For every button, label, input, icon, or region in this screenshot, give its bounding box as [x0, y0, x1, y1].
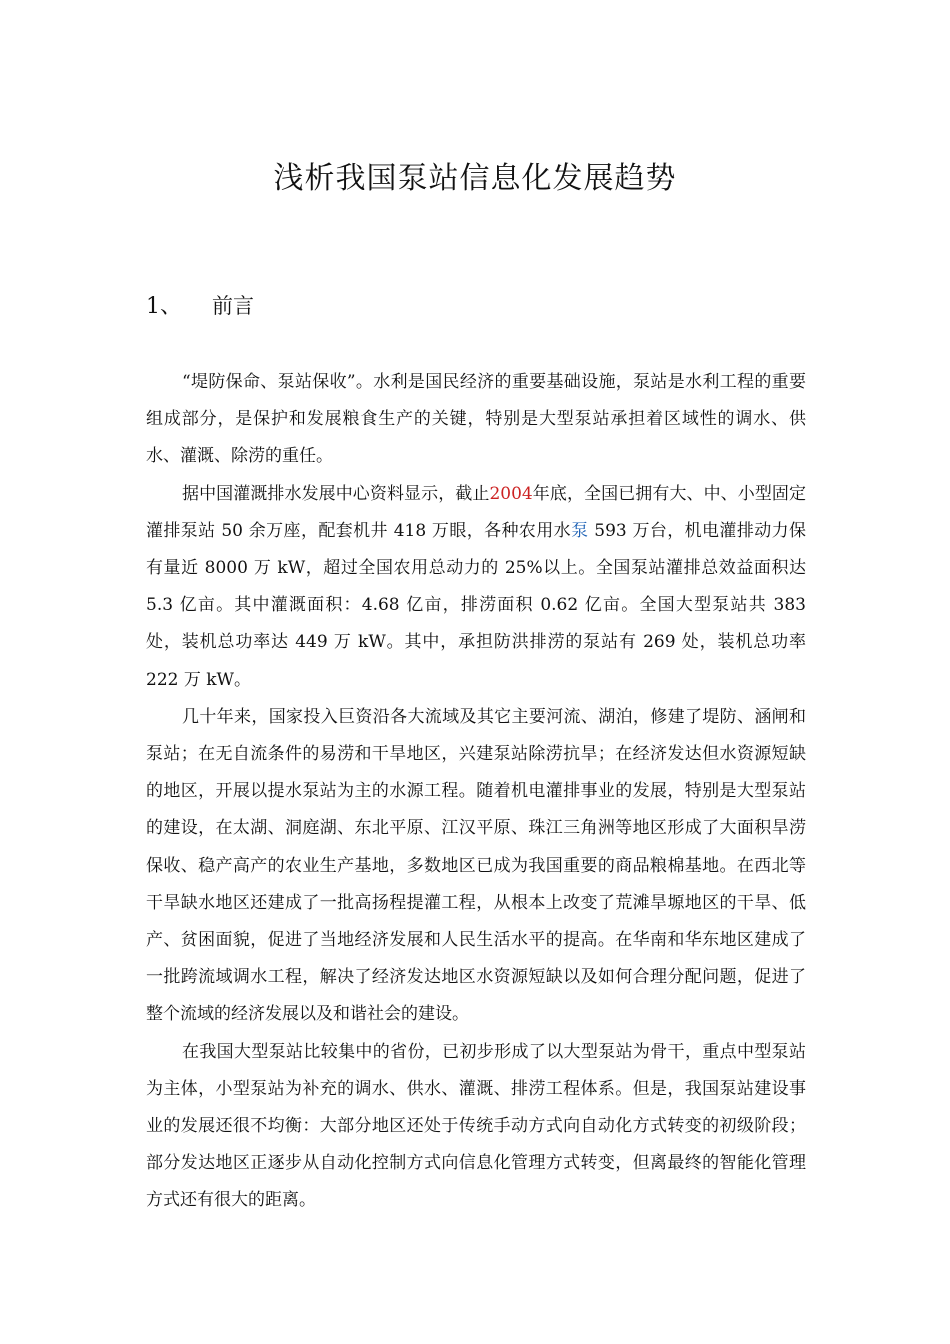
paragraph-2-text-b: 年底，全国已拥有大、中、小型固定灌排泵站 50 余万座，配套机井 418 万眼，各种农用水 — [146, 483, 807, 541]
document-title: 浅析我国泵站信息化发展趋势 — [273, 161, 677, 196]
pump-link[interactable]: 泵 — [571, 520, 589, 541]
paragraph-2-text-a: 据中国灌溉排水发展中心资料显示，截止 — [182, 483, 490, 504]
year-highlight: 2004 — [489, 483, 533, 504]
paragraph-3: 几十年来，国家投入巨资沿各大流域及其它主要河流、湖泊，修建了堤防、涵闸和泵站；在无自流条件的易涝和干旱地区，兴建泵站除涝抗旱；在经济发达但水资源短缺的地区，开展以提水泵站为主的水源工程。随着机电灌排事业的发展，特别是大型泵站的建设，在太湖、洞庭湖、东北平原、江汉平原、珠江三角洲等地区形成了大面积旱涝保收、稳产高产的农业生产基地，多数地区已成为我国重要的商品粮棉基地。在西北等干旱缺水地区还建成了一批高扬程提灌工程，从根本上改变了荒滩旱塬地区的干旱、低产、贫困面貌，促进了当地经济发展和人民生活水平的提高。在华南和华东地区建成了一批跨流域调水工程，解决了经济发达地区水资源短缺以及如何合理分配问题，促进了整个流域的经济发展以及和谐社会的建设。 — [146, 706, 806, 1025]
paragraph-4: 在我国大型泵站比较集中的省份，已初步形成了以大型泵站为骨干，重点中型泵站为主体，小型泵站为补充的调水、供水、灌溉、排涝工程体系。但是，我国泵站建设事业的发展还很不均衡：大部分地区还处于传统手动方式向自动化方式转变的初级阶段；部分发达地区正逐步从自动化控制方式向信息化管理方式转变，但离最终的智能化管理方式还有很大的距离。 — [146, 1041, 806, 1211]
paragraph-1: “堤防保命、泵站保收”。水利是国民经济的重要基础设施，泵站是水利工程的重要组成部分，是保护和发展粮食生产的关键，特别是大型泵站承担着区域性的调水、供水、灌溉、除涝的重任。 — [146, 372, 806, 467]
paragraph-2-text-c: 593 万台，机电灌排动力保有量近 8000 万 kW，超过全国农用总动力的 25%以上。全国泵站灌排总效益面积达 5.3 亿亩。其中灌溉面积：4.68 亿亩，排涝面积 0.62 亿亩。全国大型泵站共 383 处，装机总功率达 449 万 kW。其中，承担防洪排涝的泵站有 269 处，装机总功率 222 万 kW。 — [146, 520, 806, 690]
section-heading — [146, 286, 254, 327]
section-number: 1、 — [146, 294, 182, 319]
section-title: 前言 — [212, 294, 254, 318]
paragraph-2 — [146, 476, 806, 699]
document-body — [146, 364, 806, 1220]
